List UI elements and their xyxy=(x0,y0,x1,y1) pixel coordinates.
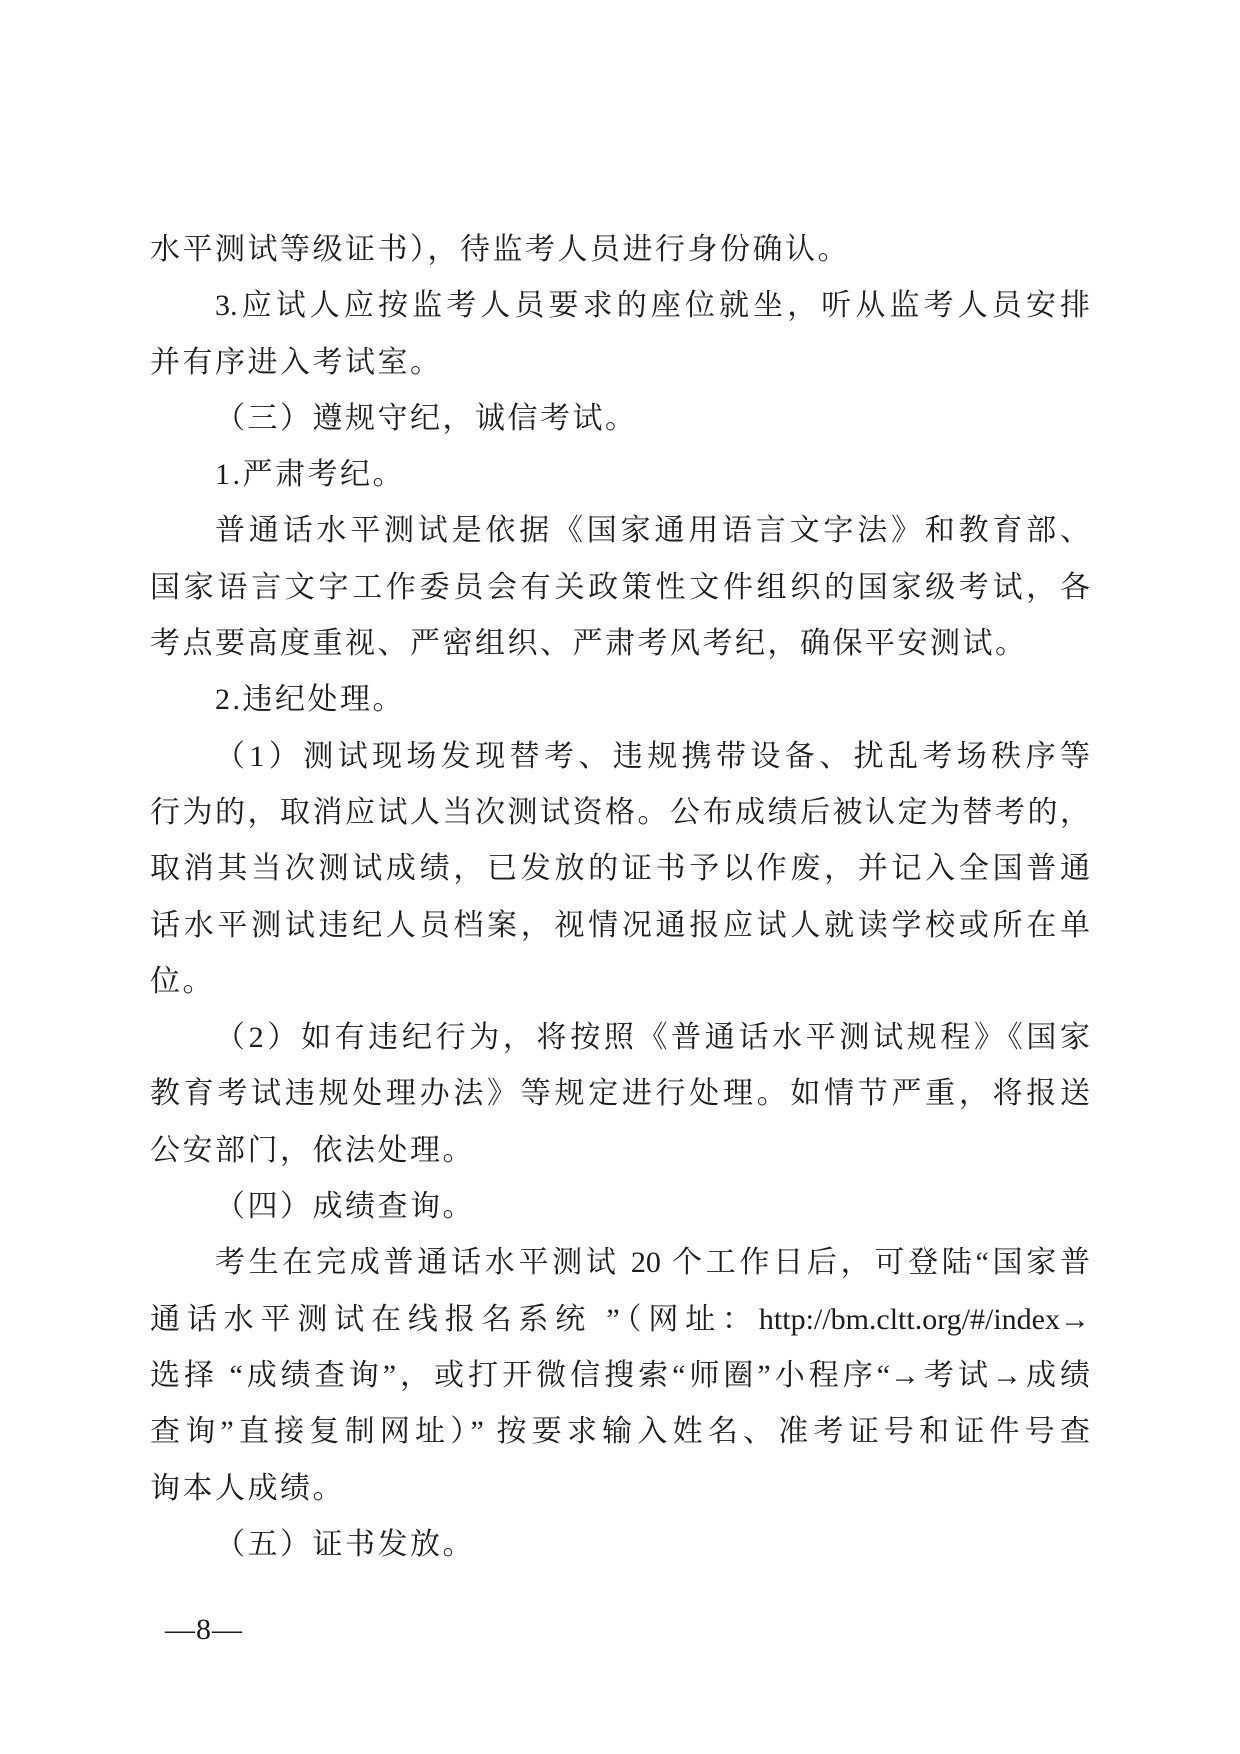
text-line: 国家语言文字工作委员会有关政策性文件组织的国家级考试，各 xyxy=(150,570,1090,604)
text-line: 询本人成绩。 xyxy=(150,1471,345,1505)
subsection-heading: 1.严肃考纪。 xyxy=(215,458,405,492)
text-line: 考点要高度重视、严密组织、严肃考风考纪，确保平安测试。 xyxy=(150,627,1028,661)
document-body xyxy=(150,222,1090,1573)
text-line: 行为的，取消应试人当次测试资格。公布成绩后被认定为替考的， xyxy=(150,795,1090,829)
text-line: 选择 “成绩查询”，或打开微信搜索“师圈”小程序“→考试→成绩 xyxy=(150,1358,1090,1392)
text-line: 普通话水平测试是依据《国家通用语言文字法》和教育部、 xyxy=(215,514,1090,548)
text-line: 并有序进入考试室。 xyxy=(150,345,443,379)
text-line: 位。 xyxy=(150,964,215,998)
text-line-with-url: 通话水平测试在线报名系统 ”（网址：http://bm.cltt.org/#/index→ xyxy=(150,1302,1090,1336)
section-heading: （三）遵规守纪，诚信考试。 xyxy=(215,401,638,435)
section-heading: （五）证书发放。 xyxy=(215,1527,475,1561)
text-line: 公安部门，依法处理。 xyxy=(150,1133,475,1167)
text-line: 水平测试等级证书），待监考人员进行身份确认。 xyxy=(150,233,850,266)
page-number: —8— xyxy=(165,1613,243,1646)
text-line: 取消其当次测试成绩，已发放的证书予以作废，并记入全国普通 xyxy=(150,852,1090,886)
text-line: 考生在完成普通话水平测试 20 个工作日后，可登陆“国家普 xyxy=(215,1246,1090,1280)
section-heading: （四）成绩查询。 xyxy=(215,1190,475,1224)
text-line: （2）如有违纪行为，将按照《普通话水平测试规程》《国家 xyxy=(215,1021,1090,1055)
text-line: 教育考试违规处理办法》等规定进行处理。如情节严重，将报送 xyxy=(150,1077,1090,1111)
text-line: 查询”直接复制网址）” 按要求输入姓名、准考证号和证件号查 xyxy=(150,1415,1090,1449)
subsection-heading: 2.违纪处理。 xyxy=(215,683,405,717)
text-line: （1）测试现场发现替考、违规携带设备、扰乱考场秩序等 xyxy=(215,739,1090,773)
text-line: 3.应试人应按监考人员要求的座位就坐，听从监考人员安排 xyxy=(215,289,1090,323)
text-line: 话水平测试违纪人员档案，视情况通报应试人就读学校或所在单 xyxy=(150,908,1090,942)
